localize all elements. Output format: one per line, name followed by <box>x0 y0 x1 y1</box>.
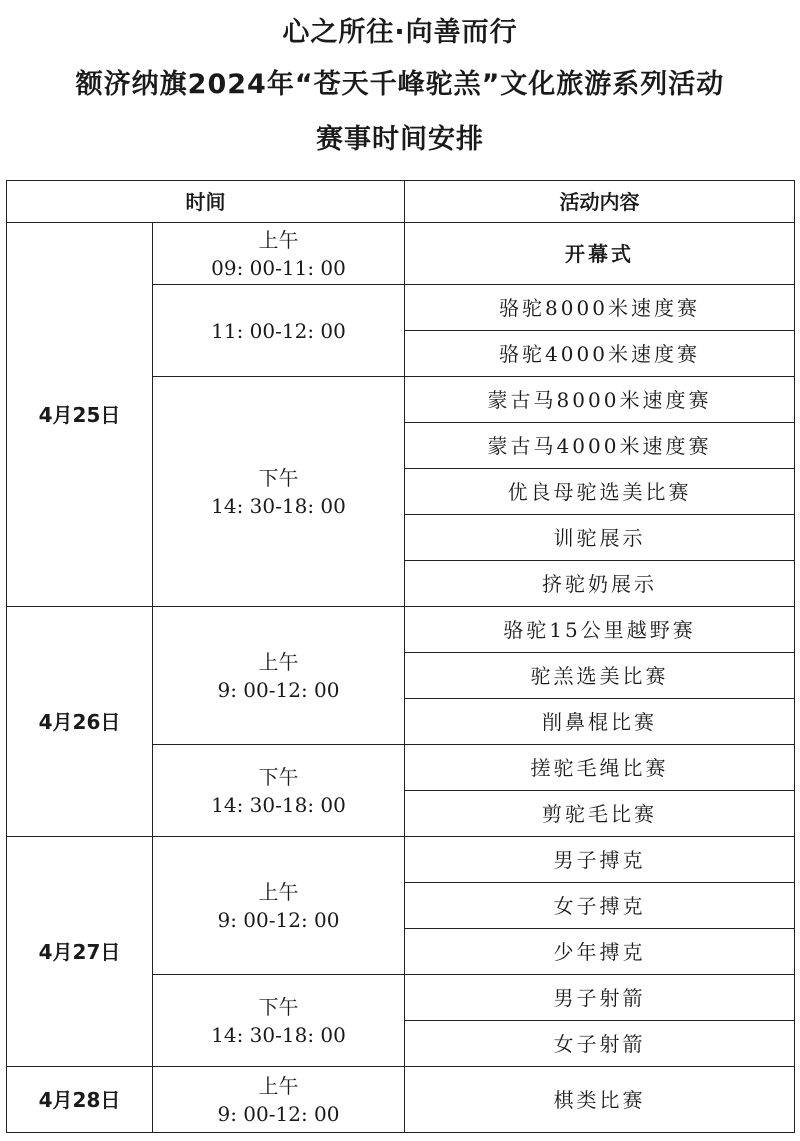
activity-cell: 蒙古马4000米速度赛 <box>405 423 795 469</box>
time-range: 9: 00-12: 00 <box>217 1101 340 1126</box>
time-range: 11: 00-12: 00 <box>211 318 346 343</box>
title-line-2: 额济纳旗2024年“苍天千峰驼羔”文化旅游系列活动 <box>75 69 725 100</box>
time-slot <box>153 975 405 1067</box>
table-row <box>7 1067 795 1133</box>
activity-cell: 训驼展示 <box>405 515 795 561</box>
activity-cell: 挤驼奶展示 <box>405 561 795 607</box>
header-row <box>7 181 795 223</box>
activity-cell: 女子搏克 <box>405 883 795 929</box>
activity-cell: 剪驼毛比赛 <box>405 791 795 837</box>
table-row <box>7 223 795 285</box>
header-activity: 活动内容 <box>405 181 795 223</box>
time-slot <box>153 1067 405 1133</box>
activity-cell: 削鼻棍比赛 <box>405 699 795 745</box>
activity-cell: 骆驼15公里越野赛 <box>405 607 795 653</box>
time-range: 14: 30-18: 00 <box>211 1022 346 1047</box>
time-slot <box>153 285 405 377</box>
activity-cell: 骆驼8000米速度赛 <box>405 285 795 331</box>
date-cell: 4月28日 <box>7 1067 153 1133</box>
header-time: 时间 <box>7 181 405 223</box>
table-row <box>7 837 795 883</box>
activity-cell: 搓驼毛绳比赛 <box>405 745 795 791</box>
activity-cell: 男子射箭 <box>405 975 795 1021</box>
activity-cell: 女子射箭 <box>405 1021 795 1067</box>
period-label: 下午 <box>258 764 299 789</box>
activity-cell: 优良母驼选美比赛 <box>405 469 795 515</box>
date-cell: 4月27日 <box>7 837 153 1067</box>
activity-cell: 蒙古马8000米速度赛 <box>405 377 795 423</box>
time-slot <box>153 377 405 607</box>
schedule-table <box>6 180 795 1133</box>
time-slot <box>153 223 405 285</box>
time-range: 9: 00-12: 00 <box>217 677 340 702</box>
time-slot <box>153 745 405 837</box>
period-label: 下午 <box>258 465 299 490</box>
period-label: 上午 <box>258 1073 299 1098</box>
period-label: 下午 <box>258 994 299 1019</box>
period-label: 上午 <box>258 649 299 674</box>
activity-cell: 开幕式 <box>405 223 795 285</box>
date-cell: 4月25日 <box>7 223 153 607</box>
title-line-3: 赛事时间安排 <box>316 124 484 155</box>
activity-cell: 驼羔选美比赛 <box>405 653 795 699</box>
activity-cell: 骆驼4000米速度赛 <box>405 331 795 377</box>
period-label: 上午 <box>258 227 299 252</box>
time-range: 14: 30-18: 00 <box>211 792 346 817</box>
table-row <box>7 607 795 653</box>
time-range: 9: 00-12: 00 <box>217 907 340 932</box>
title-line-1: 心之所往·向善而行 <box>282 17 518 48</box>
time-slot <box>153 607 405 745</box>
activity-cell: 棋类比赛 <box>405 1067 795 1133</box>
period-label: 上午 <box>258 879 299 904</box>
time-range: 14: 30-18: 00 <box>211 493 346 518</box>
date-cell: 4月26日 <box>7 607 153 837</box>
activity-cell: 少年搏克 <box>405 929 795 975</box>
time-range: 09: 00-11: 00 <box>211 255 346 280</box>
time-slot <box>153 837 405 975</box>
activity-cell: 男子搏克 <box>405 837 795 883</box>
